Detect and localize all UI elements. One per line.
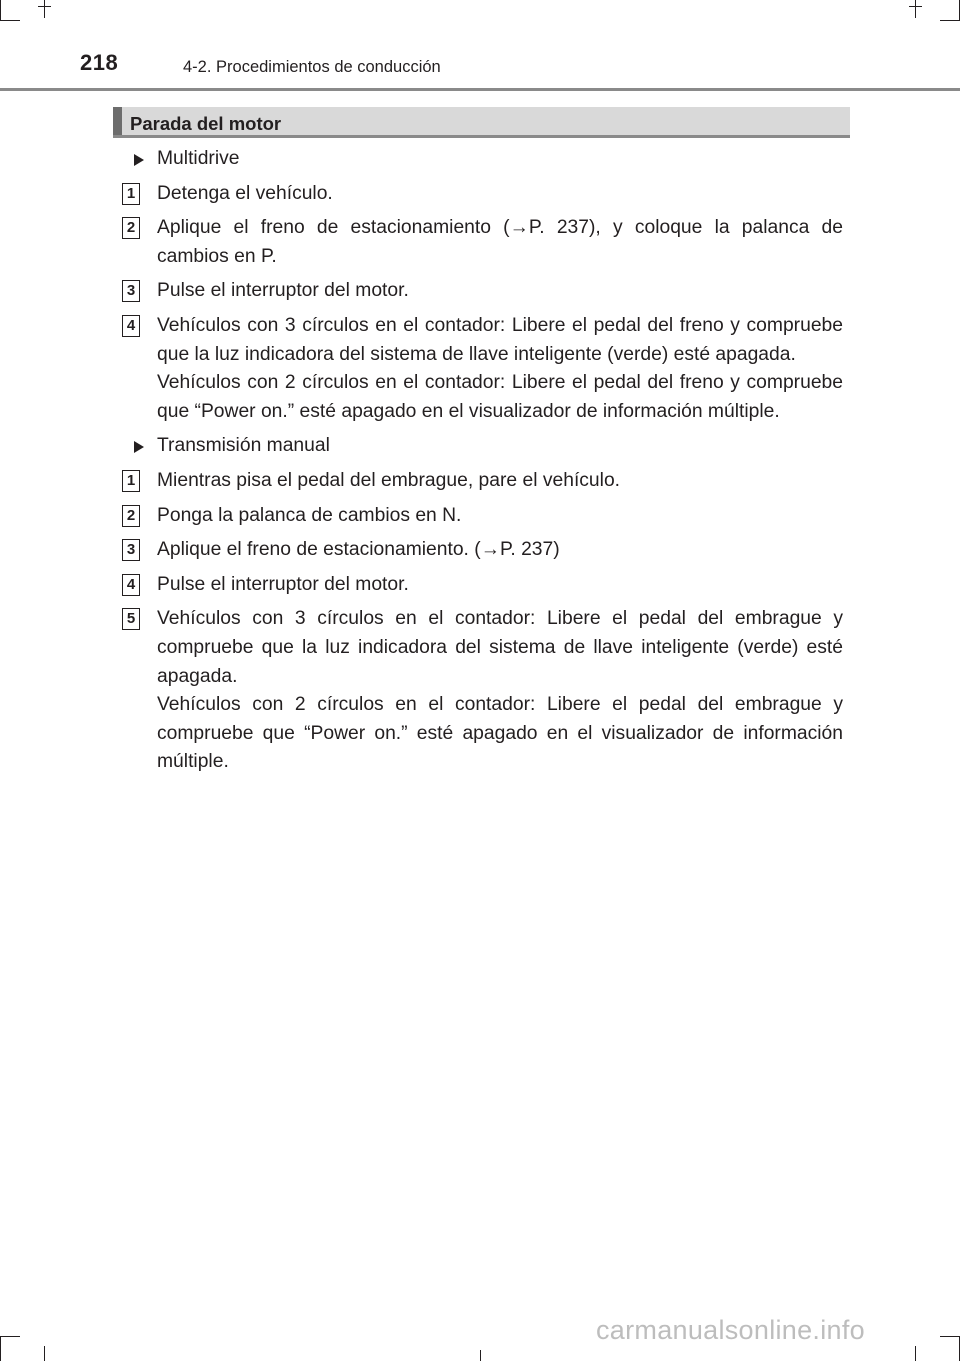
step-number-badge: 1 [122, 183, 140, 205]
subheading-manual [118, 432, 843, 461]
triangle-bullet-icon [134, 441, 144, 453]
step-text: Pulse el interruptor del motor. [157, 280, 409, 302]
subheading-multidrive [118, 145, 843, 174]
crop-mark [915, 1346, 916, 1361]
step-number-badge: 2 [122, 505, 140, 527]
step-number-badge: 3 [122, 280, 140, 302]
crop-mark [480, 1350, 481, 1361]
crop-mark [0, 1336, 20, 1337]
subheading-label: Transmisión manual [157, 435, 330, 457]
crop-mark [38, 6, 51, 7]
crop-mark [909, 6, 922, 7]
crop-mark [940, 1336, 960, 1337]
step-number-badge: 5 [122, 608, 140, 630]
step-text: Mientras pisa el pedal del embrague, pare el vehículo. [157, 469, 621, 491]
crop-mark [0, 0, 1, 20]
step-item [118, 536, 843, 565]
step-text: Aplique el freno de estacionamiento (→P. 237), y coloque la palanca de cambios en P. [157, 217, 843, 267]
section-title: Parada del motor [130, 113, 282, 134]
watermark: carmanualsonline.info [596, 1315, 865, 1345]
header-divider [0, 88, 960, 91]
step-text: Ponga la palanca de cambios en N. [157, 504, 462, 526]
step-item [118, 277, 843, 306]
section-header [113, 107, 850, 138]
step-number-badge: 4 [122, 315, 140, 337]
step-number-badge: 4 [122, 574, 140, 596]
step-text: Vehículos con 2 círculos en el contador: Libere el pedal del embrague y compruebe que “Power on.” esté apagado en el visualizador de información múltiple. [157, 694, 843, 773]
subheading-label: Multidrive [157, 148, 240, 169]
crop-mark [0, 20, 20, 21]
step-text: Vehículos con 3 círculos en el contador: Libere el pedal del freno y compruebe que la luz indicadora del sistema de llave inteligente (verde) esté apagada. [157, 314, 843, 365]
crop-mark [940, 20, 960, 21]
step-text: Aplique el freno de estacionamiento. (→P. 237) [157, 539, 560, 561]
step-item [118, 467, 843, 496]
step-number-badge: 2 [122, 217, 140, 239]
step-item [118, 312, 843, 426]
crop-mark [915, 0, 916, 18]
triangle-bullet-icon [134, 154, 144, 166]
step-item [118, 571, 843, 600]
step-number-badge: 3 [122, 539, 140, 561]
chapter-title: 4-2. Procedimientos de conducción [183, 58, 441, 76]
crop-mark [0, 1336, 1, 1361]
step-item [118, 214, 843, 271]
page-number: 218 [80, 50, 119, 75]
step-text: Pulse el interruptor del motor. [157, 573, 409, 595]
step-item [118, 180, 843, 209]
section-header-bar [113, 107, 122, 135]
step-text: Detenga el vehículo. [157, 182, 333, 204]
crop-mark [44, 0, 45, 18]
step-item [118, 502, 843, 531]
crop-mark [44, 1346, 45, 1361]
step-number-badge: 1 [122, 470, 140, 492]
content [118, 145, 843, 783]
step-item [118, 605, 843, 777]
step-text: Vehículos con 2 círculos en el contador: Libere el pedal del freno y compruebe que “Power on.” esté apagado en el visualizador de información múltiple. [157, 372, 843, 422]
step-text: Vehículos con 3 círculos en el contador: Libere el pedal del embrague y compruebe que la luz indicadora del sistema de llave inteligente (verde) esté apagada. [157, 608, 843, 687]
